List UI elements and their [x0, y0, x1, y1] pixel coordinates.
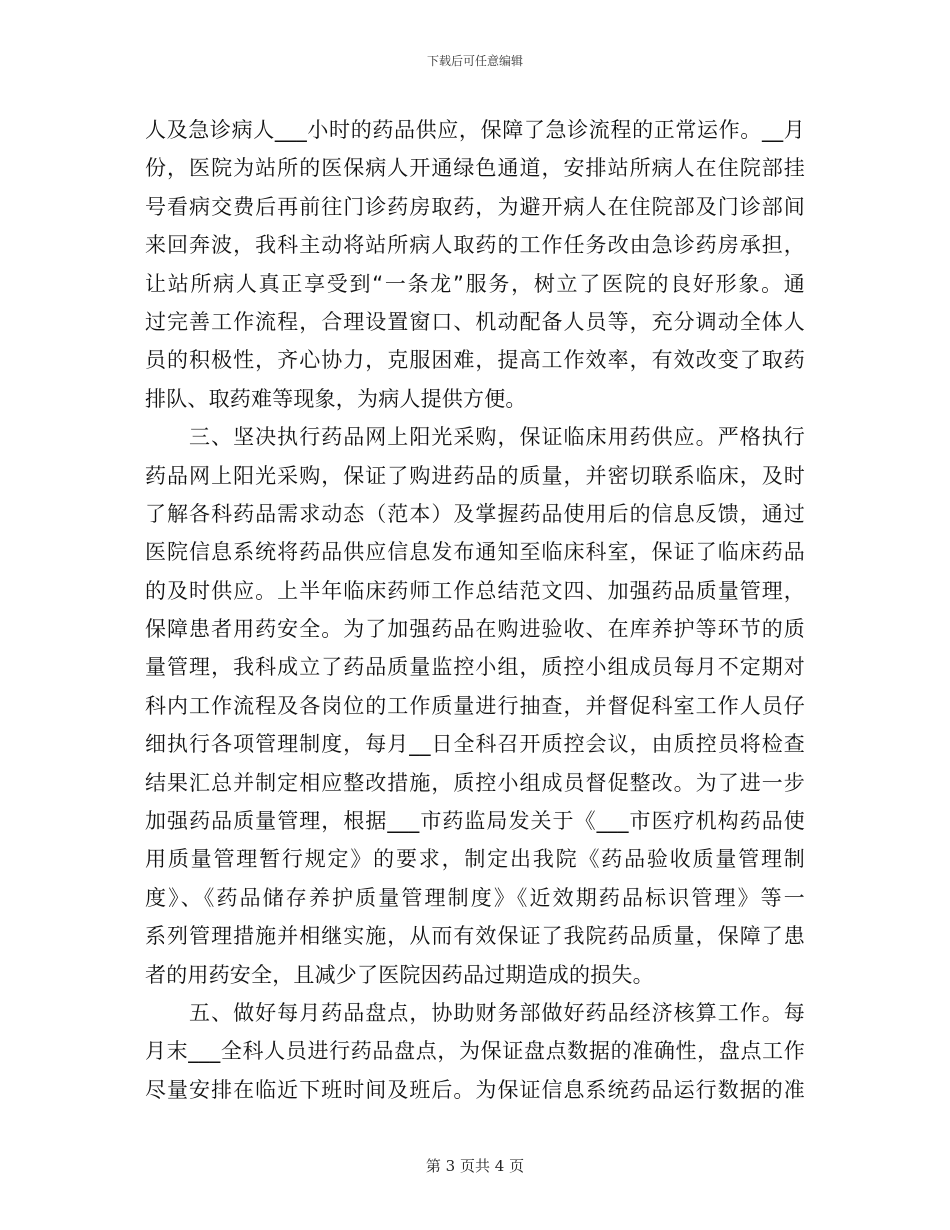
text-line: 三、坚决执行药品网上阳光采购，保证临床用药供应。严格执行 [145, 425, 805, 450]
text-line: 过完善工作流程，合理设置窗口、机动配备人员等，充分调动全体人 [145, 309, 805, 334]
text-line: 份，医院为站所的医保病人开通绿色通道，安排站所病人在住院部挂 [145, 156, 805, 181]
text-line: 加强药品质量管理，根据___市药监局发关于《___市医疗机构药品使 [145, 809, 805, 834]
text-line: 细执行各项管理制度，每月__日全科召开质控会议，由质控员将检查 [145, 732, 805, 757]
text-line: 度》、《药品储存养护质量管理制度》《近效期药品标识管理》等一 [145, 885, 805, 910]
text-line: 系列管理措施并相继实施，从而有效保证了我院药品质量，保障了患 [145, 924, 805, 949]
text-line: 用质量管理暂行规定》的要求，制定出我院《药品验收质量管理制 [145, 847, 805, 872]
text-line: 医院信息系统将药品供应信息发布通知至临床科室，保证了临床药品 [145, 540, 805, 565]
text-line: 保障患者用药安全。为了加强药品在购进验收、在库养护等环节的质 [145, 617, 805, 642]
text-line: 让站所病人真正享受到“一条龙”服务，树立了医院的良好形象。通 [145, 271, 805, 296]
text-line: 来回奔波，我科主动将站所病人取药的工作任务改由急诊药房承担， [145, 233, 805, 258]
text-line: 尽量安排在临近下班时间及班后。为保证信息系统药品运行数据的准 [145, 1077, 805, 1102]
text-line: 了解各科药品需求动态（范本）及掌握药品使用后的信息反馈，通过 [145, 501, 805, 526]
text-line: 科内工作流程及各岗位的工作质量进行抽查，并督促科室工作人员仔 [145, 693, 805, 718]
text-line: 结果汇总并制定相应整改措施，质控小组成员督促整改。为了进一步 [145, 770, 805, 795]
text-line: 的及时供应。上半年临床药师工作总结范文四、加强药品质量管理， [145, 578, 805, 603]
text-line: 量管理，我科成立了药品质量监控小组，质控小组成员每月不定期对 [145, 655, 805, 680]
text-line: 药品网上阳光采购，保证了购进药品的质量，并密切联系临床，及时 [145, 463, 805, 488]
body-text [145, 111, 805, 1109]
text-line: 者的用药安全，且减少了医院因药品过期造成的损失。 [145, 962, 654, 987]
text-line: 月末___全科人员进行药品盘点，为保证盘点数据的准确性，盘点工作 [145, 1039, 805, 1064]
text-line: 排队、取药难等现象，为病人提供方便。 [145, 386, 527, 411]
text-line: 号看病交费后再前往门诊药房取药，为避开病人在住院部及门诊部间 [145, 194, 805, 219]
page-footer: 第 3 页共 4 页 [425, 1157, 525, 1175]
text-line: 人及急诊病人___小时的药品供应，保障了急诊流程的正常运作。__月 [145, 118, 805, 142]
page-header: 下载后可任意编辑 [426, 54, 523, 68]
text-line: 五、做好每月药品盘点，协助财务部做好药品经济核算工作。每 [145, 1000, 805, 1025]
text-line: 员的积极性，齐心协力，克服困难，提高工作效率，有效改变了取药 [145, 348, 805, 373]
